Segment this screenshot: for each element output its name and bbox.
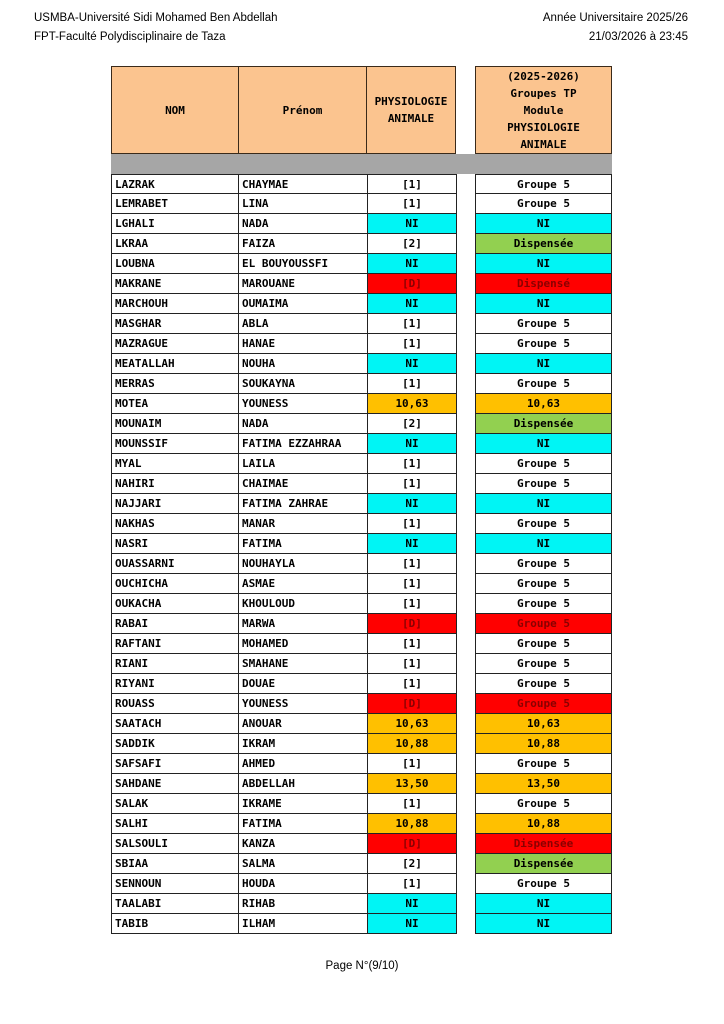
cell-prenom: ABLA [238, 314, 368, 334]
cell-nom: MYAL [111, 454, 239, 474]
cell-nom: RAFTANI [111, 634, 239, 654]
table-row [111, 174, 456, 194]
groups-row [475, 694, 612, 714]
cell-groupe: Dispensée [475, 234, 612, 254]
cell-prenom: RIHAB [238, 894, 368, 914]
table-row [111, 654, 456, 674]
cell-prenom: HOUDA [238, 874, 368, 894]
cell-physiologie: [1] [367, 874, 457, 894]
cell-prenom: SMAHANE [238, 654, 368, 674]
cell-nom: SAFSAFI [111, 754, 239, 774]
groups-row [475, 414, 612, 434]
cell-physiologie: [1] [367, 554, 457, 574]
cell-physiologie: [2] [367, 854, 457, 874]
cell-prenom: MOHAMED [238, 634, 368, 654]
cell-prenom: SOUKAYNA [238, 374, 368, 394]
cell-groupe: Groupe 5 [475, 594, 612, 614]
groups-row [475, 654, 612, 674]
cell-groupe: Groupe 5 [475, 794, 612, 814]
groups-row [475, 754, 612, 774]
cell-nom: MOUNSSIF [111, 434, 239, 454]
cell-physiologie: [1] [367, 474, 457, 494]
cell-physiologie: 10,63 [367, 714, 457, 734]
academic-year: Année Universitaire 2025/26 [542, 12, 688, 24]
groups-row [475, 614, 612, 634]
cell-nom: RIYANI [111, 674, 239, 694]
cell-physiologie: NI [367, 254, 457, 274]
cell-physiologie: NI [367, 294, 457, 314]
table-row [111, 294, 456, 314]
cell-groupe: Groupe 5 [475, 374, 612, 394]
cell-physiologie: [1] [367, 374, 457, 394]
cell-prenom: HANAE [238, 334, 368, 354]
cell-nom: SAHDANE [111, 774, 239, 794]
groups-row [475, 834, 612, 854]
groups-row [475, 554, 612, 574]
cell-groupe: Dispensée [475, 414, 612, 434]
cell-nom: MOTEA [111, 394, 239, 414]
column-header-prenom: Prénom [238, 66, 368, 154]
table-row [111, 734, 456, 754]
cell-physiologie: [2] [367, 414, 457, 434]
cell-prenom: ASMAE [238, 574, 368, 594]
cell-prenom: FATIMA [238, 814, 368, 834]
cell-physiologie: [1] [367, 574, 457, 594]
groups-row [475, 294, 612, 314]
cell-nom: NASRI [111, 534, 239, 554]
table-row [111, 694, 456, 714]
table-row [111, 754, 456, 774]
cell-physiologie: 10,88 [367, 734, 457, 754]
cell-groupe: 10,63 [475, 714, 612, 734]
cell-physiologie: 10,63 [367, 394, 457, 414]
cell-nom: TABIB [111, 914, 239, 934]
table-row [111, 534, 456, 554]
cell-prenom: FATIMA EZZAHRAA [238, 434, 368, 454]
cell-physiologie: NI [367, 894, 457, 914]
cell-physiologie: 13,50 [367, 774, 457, 794]
cell-prenom: NOUHA [238, 354, 368, 374]
cell-nom: MAZRAGUE [111, 334, 239, 354]
groups-header-row [475, 66, 612, 154]
cell-physiologie: NI [367, 434, 457, 454]
cell-prenom: NADA [238, 414, 368, 434]
cell-physiologie: NI [367, 914, 457, 934]
groups-row [475, 574, 612, 594]
groups-row [475, 354, 612, 374]
table-row [111, 274, 456, 294]
cell-groupe: Groupe 5 [475, 454, 612, 474]
cell-prenom: ABDELLAH [238, 774, 368, 794]
groups-row [475, 734, 612, 754]
table-row [111, 594, 456, 614]
groups-table [475, 66, 612, 934]
cell-groupe: Groupe 5 [475, 634, 612, 654]
groups-row [475, 794, 612, 814]
groups-row [475, 374, 612, 394]
groups-row [475, 174, 612, 194]
groups-row [475, 474, 612, 494]
cell-groupe: Groupe 5 [475, 694, 612, 714]
cell-nom: LKRAA [111, 234, 239, 254]
cell-groupe: Dispensée [475, 854, 612, 874]
document-header-right [543, 9, 688, 47]
cell-physiologie: [1] [367, 674, 457, 694]
table-row [111, 434, 456, 454]
groups-row [475, 214, 612, 234]
cell-nom: MEATALLAH [111, 354, 239, 374]
cell-prenom: MANAR [238, 514, 368, 534]
cell-prenom: LINA [238, 194, 368, 214]
cell-physiologie: NI [367, 494, 457, 514]
cell-groupe: NI [475, 354, 612, 374]
cell-nom: LGHALI [111, 214, 239, 234]
cell-nom: LAZRAK [111, 174, 239, 194]
table-row [111, 454, 456, 474]
groups-row [475, 314, 612, 334]
document-header-left [34, 9, 278, 47]
groups-row [475, 674, 612, 694]
cell-prenom: IKRAME [238, 794, 368, 814]
table-row [111, 194, 456, 214]
cell-nom: NAJJARI [111, 494, 239, 514]
cell-groupe: 10,88 [475, 814, 612, 834]
groups-row [475, 494, 612, 514]
cell-prenom: MARWA [238, 614, 368, 634]
cell-prenom: LAILA [238, 454, 368, 474]
cell-prenom: IKRAM [238, 734, 368, 754]
cell-physiologie: [D] [367, 694, 457, 714]
cell-nom: LEMRABET [111, 194, 239, 214]
cell-physiologie: [D] [367, 274, 457, 294]
groups-row [475, 254, 612, 274]
groups-row [475, 534, 612, 554]
cell-nom: SAATACH [111, 714, 239, 734]
groups-row [475, 634, 612, 654]
table-row [111, 494, 456, 514]
separator-band-gap [455, 154, 476, 174]
cell-nom: NAHIRI [111, 474, 239, 494]
cell-nom: MOUNAIM [111, 414, 239, 434]
cell-nom: OUCHICHA [111, 574, 239, 594]
cell-nom: RIANI [111, 654, 239, 674]
cell-prenom: NADA [238, 214, 368, 234]
cell-groupe: Groupe 5 [475, 194, 612, 214]
cell-nom: MASGHAR [111, 314, 239, 334]
cell-nom: MARCHOUH [111, 294, 239, 314]
cell-physiologie: [1] [367, 174, 457, 194]
cell-physiologie: [1] [367, 594, 457, 614]
cell-nom: SADDIK [111, 734, 239, 754]
groups-row [475, 434, 612, 454]
cell-groupe: Groupe 5 [475, 874, 612, 894]
cell-nom: SALHI [111, 814, 239, 834]
cell-groupe: Groupe 5 [475, 574, 612, 594]
table-row [111, 674, 456, 694]
table-row [111, 514, 456, 534]
cell-prenom: YOUNESS [238, 394, 368, 414]
cell-physiologie: [1] [367, 454, 457, 474]
cell-groupe: Groupe 5 [475, 314, 612, 334]
cell-prenom: CHAIMAE [238, 474, 368, 494]
column-header-physiologie-text: PHYSIOLOGIE ANIMALE [374, 95, 448, 125]
cell-prenom: ILHAM [238, 914, 368, 934]
cell-prenom: NOUHAYLA [238, 554, 368, 574]
cell-physiologie: NI [367, 354, 457, 374]
cell-groupe: 10,88 [475, 734, 612, 754]
cell-nom: SENNOUN [111, 874, 239, 894]
table-row [111, 634, 456, 654]
cell-prenom: AHMED [238, 754, 368, 774]
cell-prenom: MAROUANE [238, 274, 368, 294]
cell-physiologie: 10,88 [367, 814, 457, 834]
column-header-nom: NOM [111, 66, 239, 154]
table-row [111, 714, 456, 734]
groups-row [475, 454, 612, 474]
cell-prenom: SALMA [238, 854, 368, 874]
column-header-groupes [475, 66, 612, 154]
groups-row [475, 394, 612, 414]
table-row [111, 554, 456, 574]
cell-prenom: KANZA [238, 834, 368, 854]
cell-prenom: EL BOUYOUSSFI [238, 254, 368, 274]
cell-physiologie: [D] [367, 834, 457, 854]
table-row [111, 374, 456, 394]
groups-row [475, 594, 612, 614]
cell-physiologie: [1] [367, 334, 457, 354]
table-row [111, 334, 456, 354]
cell-physiologie: [2] [367, 234, 457, 254]
faculty-name: FPT-Faculté Polydisciplinaire de Taza [34, 31, 226, 43]
table-body-right [475, 174, 612, 934]
cell-groupe: NI [475, 534, 612, 554]
students-table [111, 66, 456, 934]
groups-row [475, 274, 612, 294]
groups-row [475, 234, 612, 254]
groups-row [475, 854, 612, 874]
cell-nom: SBIAA [111, 854, 239, 874]
table-row [111, 874, 456, 894]
cell-prenom: OUMAIMA [238, 294, 368, 314]
table-row [111, 614, 456, 634]
page-number: Page N°(9/10) [325, 960, 399, 972]
print-datetime: 21/03/2026 à 23:45 [588, 31, 688, 43]
table-row [111, 774, 456, 794]
cell-groupe: NI [475, 294, 612, 314]
table-row [111, 414, 456, 434]
cell-physiologie: [1] [367, 194, 457, 214]
groups-row [475, 874, 612, 894]
cell-physiologie: [1] [367, 314, 457, 334]
cell-groupe: Dispensé [475, 274, 612, 294]
table-row [111, 254, 456, 274]
table-body-left [111, 174, 456, 934]
groups-row [475, 334, 612, 354]
table-row [111, 234, 456, 254]
groups-row [475, 894, 612, 914]
cell-groupe: NI [475, 894, 612, 914]
groups-row [475, 714, 612, 734]
table-row [111, 394, 456, 414]
cell-nom: ROUASS [111, 694, 239, 714]
cell-groupe: Groupe 5 [475, 334, 612, 354]
column-header-groupes-text: (2025-2026) Groupes TP Module PHYSIOLOGIE ANIMALE [507, 69, 580, 151]
cell-physiologie: [1] [367, 754, 457, 774]
cell-prenom: CHAYMAE [238, 174, 368, 194]
table-row [111, 794, 456, 814]
cell-nom: OUKACHA [111, 594, 239, 614]
table-row [111, 214, 456, 234]
table-row [111, 814, 456, 834]
cell-nom: SALSOULI [111, 834, 239, 854]
cell-groupe: Groupe 5 [475, 654, 612, 674]
cell-prenom: FATIMA [238, 534, 368, 554]
column-header-physiologie [366, 66, 456, 154]
cell-groupe: Groupe 5 [475, 614, 612, 634]
cell-prenom: ANOUAR [238, 714, 368, 734]
cell-groupe: Groupe 5 [475, 754, 612, 774]
cell-physiologie: NI [367, 534, 457, 554]
groups-row [475, 514, 612, 534]
cell-prenom: YOUNESS [238, 694, 368, 714]
cell-groupe: 10,63 [475, 394, 612, 414]
cell-nom: NAKHAS [111, 514, 239, 534]
cell-nom: SALAK [111, 794, 239, 814]
cell-groupe: Dispensée [475, 834, 612, 854]
cell-physiologie: [1] [367, 514, 457, 534]
cell-nom: OUASSARNI [111, 554, 239, 574]
cell-groupe: Groupe 5 [475, 674, 612, 694]
cell-groupe: Groupe 5 [475, 474, 612, 494]
table-row [111, 314, 456, 334]
cell-groupe: Groupe 5 [475, 174, 612, 194]
cell-groupe: NI [475, 254, 612, 274]
cell-groupe: Groupe 5 [475, 554, 612, 574]
groups-row [475, 774, 612, 794]
table-row [111, 894, 456, 914]
table-row [111, 354, 456, 374]
cell-physiologie: [1] [367, 654, 457, 674]
separator-band-right [475, 154, 612, 174]
cell-nom: MERRAS [111, 374, 239, 394]
cell-physiologie: NI [367, 214, 457, 234]
table-row [111, 474, 456, 494]
cell-groupe: NI [475, 214, 612, 234]
table-row [111, 834, 456, 854]
table-header-row [111, 66, 456, 154]
cell-nom: LOUBNA [111, 254, 239, 274]
table-row [111, 574, 456, 594]
groups-row [475, 194, 612, 214]
cell-physiologie: [1] [367, 634, 457, 654]
cell-groupe: NI [475, 914, 612, 934]
university-name: USMBA-Université Sidi Mohamed Ben Abdellah [34, 12, 278, 24]
cell-groupe: NI [475, 434, 612, 454]
cell-physiologie: [1] [367, 794, 457, 814]
cell-nom: MAKRANE [111, 274, 239, 294]
cell-groupe: 13,50 [475, 774, 612, 794]
groups-row [475, 914, 612, 934]
table-row [111, 914, 456, 934]
groups-row [475, 814, 612, 834]
table-row [111, 854, 456, 874]
cell-prenom: FATIMA ZAHRAE [238, 494, 368, 514]
cell-nom: TAALABI [111, 894, 239, 914]
cell-nom: RABAI [111, 614, 239, 634]
cell-prenom: DOUAE [238, 674, 368, 694]
cell-prenom: FAIZA [238, 234, 368, 254]
cell-groupe: NI [475, 494, 612, 514]
cell-physiologie: [D] [367, 614, 457, 634]
cell-groupe: Groupe 5 [475, 514, 612, 534]
cell-prenom: KHOULOUD [238, 594, 368, 614]
separator-band-left [111, 154, 456, 174]
